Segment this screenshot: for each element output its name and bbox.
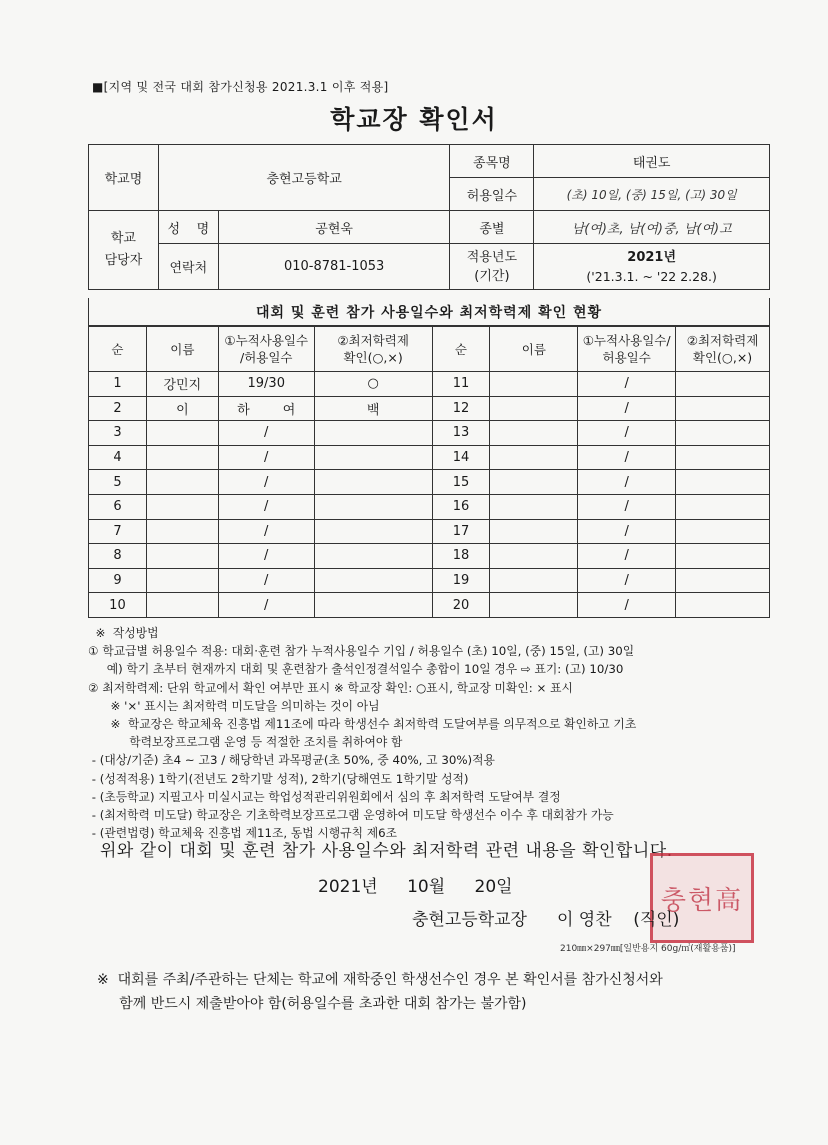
instructions	[88, 624, 788, 842]
header-cell: 순	[432, 327, 490, 372]
table-cell: 16	[432, 494, 490, 519]
table-cell	[314, 421, 432, 446]
table-cell	[490, 445, 578, 470]
roster-body	[89, 372, 770, 618]
table-row	[89, 544, 770, 569]
allowed-value: (초) 10일, (중) 15일, (고) 30일	[534, 178, 770, 211]
table-cell: /	[218, 494, 314, 519]
table-cell: /	[578, 445, 676, 470]
table-cell: 11	[432, 372, 490, 397]
table-cell: 7	[89, 519, 147, 544]
table-cell	[490, 421, 578, 446]
signer-name: 이 영찬 (직인)	[556, 910, 680, 930]
table-cell	[314, 593, 432, 618]
header-cell: ②최저학력제 확인(○,×)	[314, 327, 432, 372]
table-cell: /	[578, 396, 676, 421]
table-cell: 이	[146, 396, 218, 421]
table-cell	[490, 568, 578, 593]
instruction-line: - (초등학교) 지필고사 미실시교는 학업성적관리위원회에서 심의 후 최저학력 도달여부 결정	[88, 789, 561, 804]
header-cell: 이름	[490, 327, 578, 372]
footer-line: 함께 반드시 제출받아야 함(허용일수를 초과한 대회 참가는 불가함)	[97, 996, 527, 1012]
table-cell: 3	[89, 421, 147, 446]
instruction-line: - (최저학력 미도달) 학교장은 기초학력보장프로그램 운영하여 미도달 학생선수 이수 후 대회참가 가능	[88, 808, 614, 823]
table-row	[89, 494, 770, 519]
table-cell	[676, 568, 770, 593]
name-label: 성 명	[158, 211, 218, 244]
gender-label: 종별	[450, 211, 534, 244]
table-cell: /	[578, 372, 676, 397]
table-cell	[490, 544, 578, 569]
table-cell	[146, 494, 218, 519]
roster-table	[88, 326, 770, 618]
table-cell: 강민지	[146, 372, 218, 397]
table-cell: 18	[432, 544, 490, 569]
table-row	[89, 470, 770, 495]
instruction-line: - (대상/기준) 초4 ~ 고3 / 해당학년 과목평균(초 50%, 중 40%, 고 30%)적용	[88, 753, 495, 768]
instruction-line: ※ 학교장은 학교체육 진흥법 제11조에 따라 학생선수 최저학력 도달여부를 의무적으로 확인하고 기초	[88, 717, 637, 732]
table-row	[89, 372, 770, 397]
table-cell: 17	[432, 519, 490, 544]
signer-school: 충현고등학교장	[412, 910, 527, 930]
table-cell: 12	[432, 396, 490, 421]
table-cell: 하 여	[218, 396, 314, 421]
table-cell	[314, 470, 432, 495]
table-cell: 10	[89, 593, 147, 618]
table-row	[89, 519, 770, 544]
table-cell	[676, 519, 770, 544]
contact-label: 연락처	[158, 244, 218, 290]
table-cell: /	[218, 544, 314, 569]
table-cell	[676, 593, 770, 618]
table-row	[89, 445, 770, 470]
instruction-line: ※ 작성방법	[88, 626, 159, 640]
table-cell: /	[578, 544, 676, 569]
table-row	[89, 396, 770, 421]
table-cell	[146, 421, 218, 446]
table-cell: /	[218, 421, 314, 446]
table-cell: 1	[89, 372, 147, 397]
table-cell	[676, 470, 770, 495]
period-value: ('21.3.1. ~ '22 2.28.)	[586, 268, 717, 284]
header-cell: 이름	[146, 327, 218, 372]
header-cell: ②최저학력제 확인(○,×)	[676, 327, 770, 372]
table-cell	[146, 519, 218, 544]
table-cell	[314, 519, 432, 544]
event-label: 종목명	[450, 145, 534, 178]
info-table	[88, 144, 770, 290]
confirm-statement: 위와 같이 대회 및 훈련 참가 사용일수와 최저학력 관련 내용을 확인합니다.	[100, 841, 673, 861]
table-cell: 2	[89, 396, 147, 421]
table-cell: /	[218, 445, 314, 470]
roster-title: 대회 및 훈련 참가 사용일수와 최저학력제 확인 현황	[88, 298, 770, 326]
allowed-label: 허용일수	[450, 178, 534, 211]
issue-date: 2021년 10월 20일	[318, 877, 513, 897]
table-cell: 백	[314, 396, 432, 421]
table-cell	[146, 593, 218, 618]
table-cell: ○	[314, 372, 432, 397]
instruction-line: ※ '×' 표시는 최저학력 미도달을 의미하는 것이 아님	[88, 698, 380, 713]
table-cell	[490, 470, 578, 495]
table-cell: /	[218, 568, 314, 593]
table-row	[89, 568, 770, 593]
table-cell	[314, 494, 432, 519]
table-cell	[490, 494, 578, 519]
header-cell: ①누적사용일수/ 허용일수	[578, 327, 676, 372]
school-value: 충현고등학교	[158, 145, 450, 211]
table-cell	[314, 445, 432, 470]
table-cell	[146, 445, 218, 470]
table-cell: /	[578, 593, 676, 618]
table-cell	[676, 445, 770, 470]
table-cell	[490, 593, 578, 618]
table-cell	[314, 544, 432, 569]
manager-label: 학교 담당자	[89, 211, 159, 290]
table-cell: 9	[89, 568, 147, 593]
school-label: 학교명	[89, 145, 159, 211]
table-cell: /	[218, 470, 314, 495]
table-cell	[676, 494, 770, 519]
signer	[412, 905, 679, 930]
gender-value: 남(여)초, 남(여)중, 남(여)고	[534, 211, 770, 244]
table-cell	[146, 470, 218, 495]
table-cell: 19/30	[218, 372, 314, 397]
page-title: 학교장 확인서	[330, 105, 498, 134]
table-cell: 14	[432, 445, 490, 470]
table-row	[89, 593, 770, 618]
table-cell	[676, 544, 770, 569]
table-cell: 13	[432, 421, 490, 446]
table-cell: 19	[432, 568, 490, 593]
name-value: 공현욱	[218, 211, 450, 244]
instruction-line: - (관련법령) 학교체육 진흥법 제11조, 동법 시행규칙 제6조	[88, 826, 398, 841]
top-note: ■[지역 및 전국 대회 참가신청용 2021.3.1 이후 적용]	[92, 80, 389, 94]
table-row	[89, 421, 770, 446]
seal-text: 충현高	[660, 885, 744, 916]
table-cell: /	[578, 470, 676, 495]
table-cell: /	[578, 519, 676, 544]
year-cell	[534, 244, 770, 290]
table-cell: /	[578, 494, 676, 519]
table-cell: /	[218, 519, 314, 544]
table-cell: 4	[89, 445, 147, 470]
table-cell: 5	[89, 470, 147, 495]
table-cell: /	[578, 421, 676, 446]
table-cell: 15	[432, 470, 490, 495]
header-cell: 순	[89, 327, 147, 372]
table-cell	[314, 568, 432, 593]
year-label: 적용년도 (기간)	[450, 244, 534, 290]
instruction-line: - (성적적용) 1학기(전년도 2학기말 성적), 2학기(당해연도 1학기말 성적)	[88, 771, 469, 786]
table-cell	[676, 396, 770, 421]
paper-spec: 210㎜×297㎜[일반용지 60g/㎡(재활용품)]	[560, 944, 736, 954]
table-cell	[490, 519, 578, 544]
table-cell: /	[578, 568, 676, 593]
table-cell	[146, 544, 218, 569]
instruction-line: 학력보장프로그램 운영 등 적절한 조치를 취하여야 함	[88, 735, 403, 750]
table-cell: 8	[89, 544, 147, 569]
table-cell	[146, 568, 218, 593]
instruction-line: ② 최저학력제: 단위 학교에서 확인 여부만 표시 ※ 학교장 확인: ○표시, 학교장 미확인: × 표시	[88, 680, 573, 695]
roster-header	[89, 327, 770, 372]
year-value: 2021년	[627, 249, 677, 265]
table-cell: 6	[89, 494, 147, 519]
header-cell: ①누적사용일수 /허용일수	[218, 327, 314, 372]
table-cell	[490, 372, 578, 397]
table-cell: /	[218, 593, 314, 618]
table-cell	[676, 421, 770, 446]
table-cell: 20	[432, 593, 490, 618]
instruction-line: 예) 학기 초부터 현재까지 대회 및 훈련참가 출석인정결석일수 총합이 10일 경우 ⇨ 표기: (고) 10/30	[88, 662, 624, 677]
footer-note	[97, 968, 787, 1016]
footer-line: ※ 대회를 주최/주관하는 단체는 학교에 재학중인 학생선수인 경우 본 확인서를 참가신청서와	[97, 972, 663, 988]
event-value: 태권도	[534, 145, 770, 178]
instruction-line: ① 학교급별 허용일수 적용: 대회·훈련 참가 누적사용일수 기입 / 허용일수 (초) 10일, (중) 15일, (고) 30일	[88, 644, 635, 659]
table-cell	[490, 396, 578, 421]
contact-value: 010-8781-1053	[218, 244, 450, 290]
table-cell	[676, 372, 770, 397]
